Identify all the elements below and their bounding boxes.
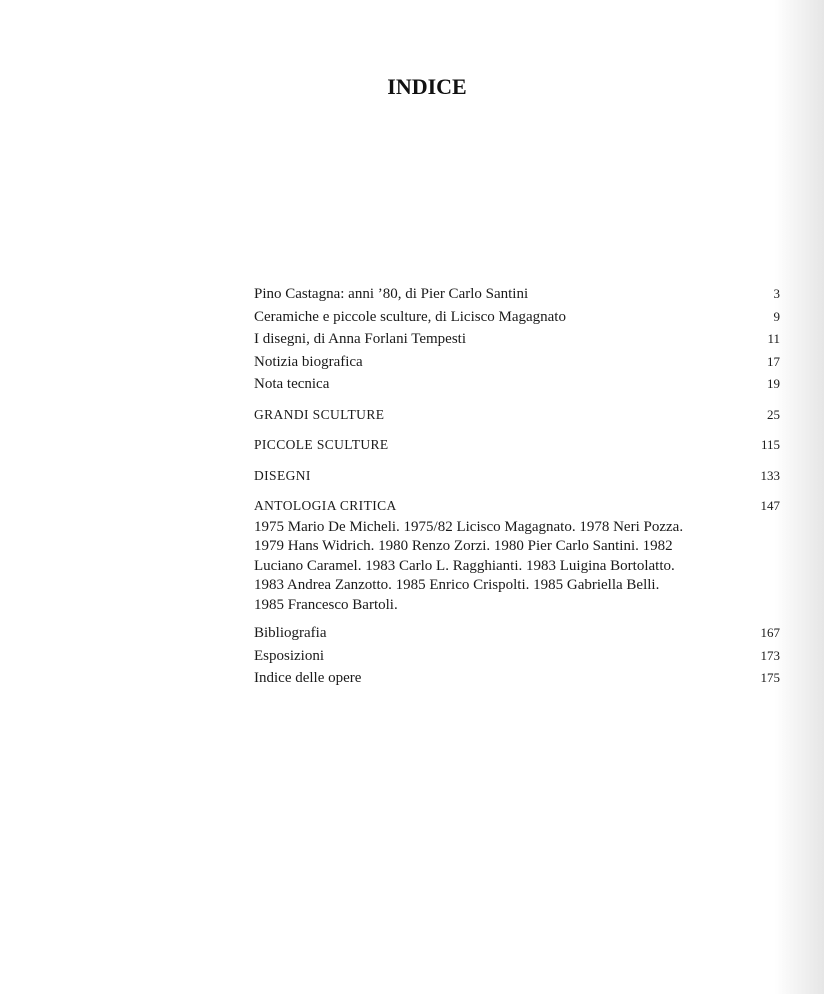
- toc-section-label: GRANDI SCULTURE: [254, 406, 385, 422]
- toc-section-page: 25: [767, 406, 780, 422]
- toc-entry-page: 167: [760, 625, 780, 640]
- toc-entry-page: 3: [773, 286, 780, 301]
- spacer: [254, 426, 780, 434]
- spacer: [254, 396, 780, 404]
- toc-section: [254, 404, 780, 427]
- toc-entry-page: 9: [773, 308, 780, 324]
- toc-entry-label: Esposizioni: [254, 647, 324, 664]
- toc-entry: [254, 645, 780, 668]
- toc-entry-page: 175: [760, 670, 780, 685]
- critics-line: 1983 Andrea Zanzotto. 1985 Enrico Crispolti. 1985 Gabriella Belli.: [254, 577, 660, 593]
- toc-section-label: ANTOLOGIA CRITICA: [254, 498, 397, 513]
- toc-section: [254, 495, 780, 518]
- toc-entry: [254, 306, 780, 329]
- spacer: [254, 487, 780, 495]
- toc-entry: [254, 283, 780, 306]
- toc-entry: [254, 622, 780, 645]
- toc-entry-label: Bibliografia: [254, 625, 327, 641]
- toc-section-page: 147: [760, 498, 780, 513]
- critics-line: 1985 Francesco Bartoli.: [254, 596, 398, 613]
- critics-line: Luciano Caramel. 1983 Carlo L. Ragghianti. 1983 Luigina Bortolatto.: [254, 557, 675, 574]
- toc-section-page: 133: [760, 467, 780, 483]
- toc-entry-label: Ceramiche e piccole sculture, di Licisco Magagnato: [254, 308, 566, 325]
- toc-entry-label: Nota tecnica: [254, 376, 330, 392]
- toc-entry-label: Pino Castagna: anni ’80, di Pier Carlo Santini: [254, 286, 529, 302]
- page-title: INDICE: [387, 74, 467, 99]
- toc-section-page: 115: [760, 437, 780, 452]
- toc-entry: [254, 373, 780, 396]
- spacer: [254, 615, 780, 622]
- toc-entry-label: I disegni, di Anna Forlani Tempesti: [254, 331, 466, 347]
- toc-section: [254, 434, 780, 457]
- toc-section-label: DISEGNI: [254, 467, 311, 483]
- toc-entry: [254, 328, 780, 351]
- toc-entry-page: 19: [767, 376, 780, 391]
- toc-section-label: PICCOLE SCULTURE: [254, 437, 389, 452]
- critics-list: [254, 518, 734, 616]
- toc-entry-page: 11: [767, 331, 780, 346]
- table-of-contents: [254, 283, 780, 690]
- toc-entry-label: Indice delle opere: [254, 670, 362, 686]
- toc-entry-label: Notizia biografica: [254, 353, 363, 370]
- toc-section: [254, 465, 780, 488]
- toc-entry: [254, 351, 780, 374]
- spacer: [254, 457, 780, 465]
- toc-entry: [254, 667, 780, 690]
- toc-entry-page: 17: [767, 353, 780, 369]
- critics-line: 1975 Mario De Micheli. 1975/82 Licisco Magagnato. 1978 Neri Pozza.: [254, 518, 684, 535]
- toc-entry-page: 173: [760, 647, 780, 663]
- critics-line: 1979 Hans Widrich. 1980 Renzo Zorzi. 1980 Pier Carlo Santini. 1982: [254, 538, 673, 554]
